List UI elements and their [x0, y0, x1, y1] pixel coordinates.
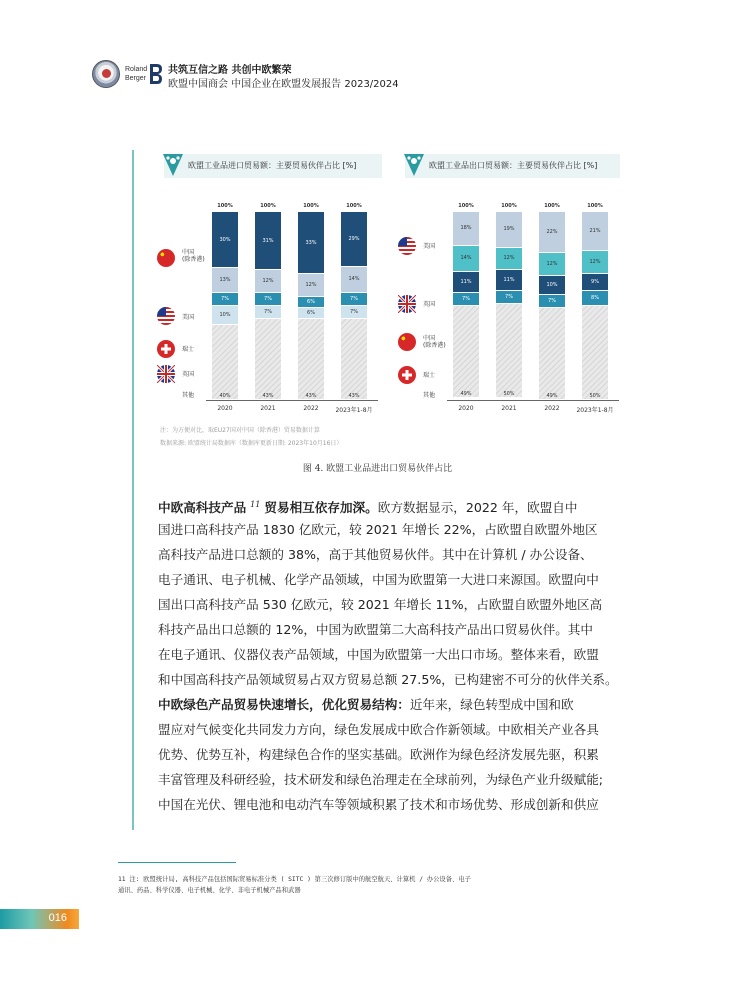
bar-segment [212, 293, 238, 305]
footnote [118, 874, 638, 896]
row-label-uk: 英国 [182, 371, 195, 378]
x-tick-label: 2022 [303, 405, 319, 412]
header-slogan: 共筑互信之路 共创中欧繁荣 [168, 65, 292, 76]
data-label: 22% [546, 229, 558, 236]
data-label: 43% [305, 392, 317, 399]
data-label: 43% [262, 392, 274, 399]
bar-segment [539, 253, 565, 275]
data-label: 7% [350, 309, 358, 316]
data-label: 31% [262, 237, 274, 244]
export-chart-title-bar [405, 154, 620, 178]
export-chart-title: 欧盟工业品出口贸易额：主要贸易伙伴占比 [%] [429, 161, 598, 170]
data-label: 6% [307, 310, 315, 316]
total-label: 100% [501, 203, 517, 209]
import-chart-title: 欧盟工业品进口贸易额：主要贸易伙伴占比 [%] [188, 161, 357, 170]
row-label-swiss: 瑞士 [423, 372, 436, 379]
data-label: 12% [503, 255, 515, 262]
data-label: 12% [589, 259, 601, 266]
data-label: 7% [462, 295, 470, 302]
stacked-bar [212, 212, 238, 400]
bar-segment [496, 291, 522, 303]
bar-segment [298, 212, 324, 273]
bar-segment [582, 212, 608, 250]
data-label: 11% [503, 277, 515, 284]
paragraph-line: 盟应对气候变化共同发力方向，绿色发展成中欧合作新领域。中欧相关产业各具 [158, 722, 599, 737]
data-label: 12% [262, 278, 274, 285]
data-label: 50% [503, 391, 515, 398]
swiss-flag-icon [157, 340, 175, 358]
data-label: 7% [350, 295, 358, 302]
total-label: 100% [458, 203, 474, 209]
row-label-us: 美国 [423, 243, 436, 250]
row-label-us: 美国 [182, 314, 195, 321]
body-text [158, 492, 628, 817]
bar-segment [539, 295, 565, 307]
bar-segment [539, 276, 565, 294]
stacked-bar [298, 212, 324, 400]
bar-segment [539, 308, 565, 399]
bar-segment [341, 212, 367, 266]
paragraph-line: 国出口高科技产品 530 亿欧元，较 2021 年增长 11%，占欧盟自欧盟外地区高 [158, 597, 603, 612]
stacked-bar [255, 212, 281, 400]
total-label: 100% [544, 203, 560, 209]
total-label: 100% [260, 203, 276, 209]
china-flag-icon [398, 333, 416, 351]
total-label: 100% [217, 203, 233, 209]
bar-segment [298, 274, 324, 296]
bar-segment [453, 212, 479, 245]
bar-segment [212, 212, 238, 267]
data-label: 49% [460, 391, 472, 398]
bar-segment [453, 306, 479, 397]
data-label: 13% [219, 277, 231, 284]
x-tick-label: 2023年1-8月 [335, 407, 373, 414]
bar-segment [255, 319, 281, 399]
data-label: 11% [460, 278, 472, 285]
paragraph-line [158, 692, 628, 717]
data-label: 29% [348, 235, 360, 242]
paragraph-heading: 贸易相互依存加深。 [264, 500, 378, 516]
data-label: 18% [460, 225, 472, 232]
figure-caption: 图 4. 欧盟工业品进出口贸易伙伴占比 [302, 464, 453, 474]
footnote-rule [118, 862, 236, 863]
bar-segment [341, 306, 367, 318]
row-label-other: 其他 [182, 392, 195, 399]
x-tick-label: 2021 [260, 405, 276, 412]
bar-segment [582, 306, 608, 399]
chamber-seal-logo [92, 60, 120, 88]
us-flag-icon [157, 307, 175, 325]
import-chart-title-bar [164, 154, 382, 178]
row-label-swiss: 瑞士 [182, 346, 195, 353]
row-label-uk: 英国 [423, 301, 436, 308]
data-label: 8% [591, 294, 599, 301]
uk-flag-icon [398, 295, 416, 313]
paragraph-line [158, 492, 628, 517]
data-label: 14% [348, 276, 360, 283]
bar-segment [341, 293, 367, 305]
data-label: 10% [546, 281, 558, 288]
data-label: 14% [460, 255, 472, 262]
chart-badge-icon [401, 150, 427, 180]
uk-flag-icon [157, 365, 175, 383]
data-label: 49% [546, 392, 558, 399]
bar-segment [582, 291, 608, 305]
paragraph-line: 丰富管理及科研经验，技术研发和绿色治理走在全球前列，为绿色产业升级赋能; [158, 772, 604, 787]
data-label: 12% [546, 261, 558, 268]
page-number: 016 [48, 912, 67, 924]
data-label: 43% [348, 392, 360, 399]
paragraph-line: 和中国高科技产品领域贸易占双方贸易总额 27.5%，已构建密不可分的伙伴关系。 [158, 672, 618, 687]
data-label: 50% [589, 393, 601, 399]
x-tick-label: 2020 [217, 405, 233, 412]
header-report-title: 欧盟中国商会 中国企业在欧盟发展报告 2023/2024 [168, 79, 399, 90]
total-label: 100% [303, 203, 319, 209]
bar-segment [255, 270, 281, 292]
bar-segment [255, 306, 281, 318]
data-label: 30% [219, 236, 231, 243]
bar-segment [496, 304, 522, 397]
paragraph-line: 优势、优势互补，构建绿色合作的坚实基础。欧洲作为绿色经济发展先驱，积累 [158, 747, 599, 762]
bar-segment [582, 274, 608, 290]
data-label: 7% [264, 295, 272, 302]
data-label: 33% [305, 239, 317, 246]
paragraph-line: 中国在光伏、锂电池和电动汽车等领域积累了技术和市场优势、形成创新和供应 [158, 797, 599, 812]
bar-segment [582, 251, 608, 273]
bar-segment [453, 293, 479, 305]
paragraph-heading: 中欧绿色产品贸易快速增长，优化贸易结构： [158, 697, 410, 712]
x-tick-label: 2020 [458, 405, 474, 412]
page-number-tab [0, 909, 79, 929]
bar-segment [255, 293, 281, 305]
x-tick-label: 2022 [544, 405, 560, 412]
data-label: 21% [589, 228, 601, 235]
swiss-flag-icon [398, 366, 416, 384]
row-label-other: 其他 [423, 392, 436, 399]
bar-segment [212, 306, 238, 324]
row-label-china-sub: (除香港) [423, 342, 446, 349]
chart-badge-icon [160, 150, 186, 180]
bar-segment [212, 325, 238, 399]
bar-segment [212, 268, 238, 291]
data-label: 10% [219, 311, 231, 318]
total-label: 100% [346, 203, 362, 209]
left-accent-rule [132, 150, 134, 830]
x-tick-label: 2023年1-8月 [576, 407, 614, 414]
footnote-line: 通讯、药品、科学仪器、电子机械、化学、非电子机械产品和武器 [118, 887, 301, 894]
data-label: 9% [591, 278, 599, 285]
bar-segment [496, 270, 522, 290]
paragraph-line: 国进口高科技产品 1830 亿欧元，较 2021 年增长 22%，占欧盟自欧盟外地区 [158, 522, 598, 537]
stacked-bar [453, 212, 479, 400]
row-label-china-sub: (除香港) [182, 256, 205, 263]
bar-segment [539, 212, 565, 252]
paragraph-line: 高科技产品进口总额的 38%，高于其他贸易伙伴。其中在计算机 / 办公设备、 [158, 547, 593, 562]
china-flag-icon [157, 249, 175, 267]
us-flag-icon [398, 237, 416, 255]
chart-source: 数据来源: 欧盟统计局数据库（数据库更新日期: 2023年10月16日） [160, 440, 343, 447]
paragraph-text: 欧方数据显示，2022 年，欧盟自中 [377, 500, 578, 516]
data-label: 7% [264, 309, 272, 316]
export-chart-x-axis [447, 400, 619, 401]
data-label: 6% [307, 298, 315, 305]
bar-segment [341, 267, 367, 292]
data-label: 19% [503, 226, 515, 233]
row-label-china: 中国 [423, 335, 436, 342]
stacked-bar [582, 212, 608, 400]
footnote-ref: 11 [250, 500, 261, 509]
bar-segment [453, 246, 479, 271]
paragraph-heading: 中欧高科技产品 [158, 500, 247, 516]
bar-segment [298, 319, 324, 399]
bar-segment [496, 212, 522, 247]
bar-segment [298, 308, 324, 318]
stacked-bar [539, 212, 565, 400]
paragraph-text: 近年来，绿色转型成中国和欧 [409, 697, 574, 712]
stacked-bar [496, 212, 522, 400]
data-label: 40% [219, 392, 231, 399]
paragraph-line: 科技产品出口总额的 12%，中国为欧盟第二大高科技产品出口贸易伙伴。其中 [158, 622, 593, 637]
paragraph-line: 在电子通讯、仪器仪表产品领域，中国为欧盟第一大出口市场。整体来看，欧盟 [158, 647, 599, 662]
data-label: 12% [305, 281, 317, 288]
chart-note: 注：为方便对比，取EU27国对中国（除香港）贸易数据计算 [160, 427, 320, 434]
bar-segment [298, 297, 324, 307]
data-label: 7% [221, 295, 229, 302]
roland-berger-logo: Roland Berger [125, 66, 148, 82]
bar-segment [255, 212, 281, 269]
stacked-bar [341, 212, 367, 400]
bar-segment [453, 272, 479, 292]
data-label: 7% [505, 294, 513, 301]
row-label-china: 中国 [182, 249, 195, 256]
bar-segment [496, 248, 522, 270]
footnote-line: 11 注: 欧盟统计局, 高科技产品包括国际贸易标准分类 ( SITC ) 第三次修订版中的航空航天、计算机 / 办公设备、电子 [118, 876, 471, 883]
import-chart-x-axis [206, 400, 378, 401]
paragraph-line: 电子通讯、电子机械、化学产品领域，中国为欧盟第一大进口来源国。欧盟向中 [158, 572, 599, 587]
total-label: 100% [587, 203, 603, 209]
data-label: 7% [548, 297, 556, 304]
x-tick-label: 2021 [501, 405, 517, 412]
bar-segment [341, 319, 367, 399]
brand-b-icon [149, 63, 163, 85]
